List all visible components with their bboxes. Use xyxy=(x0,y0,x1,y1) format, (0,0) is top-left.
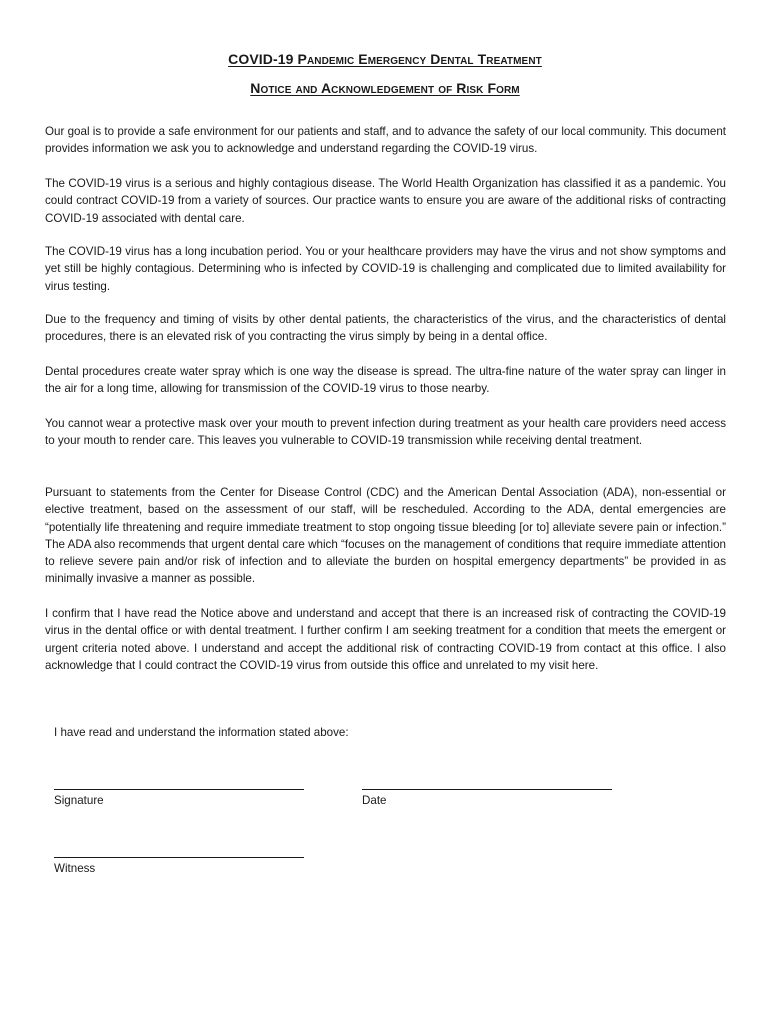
signature-field[interactable] xyxy=(54,789,304,807)
date-label: Date xyxy=(362,794,387,807)
signature-line[interactable] xyxy=(54,789,304,790)
paragraph-cdc-ada: Pursuant to statements from the Center for Disease Control (CDC) and the American Dental Association (ADA), non-essential or elective treatment, based on the assessment of our staff, will be rescheduled. According to the ADA, dental emergencies are “potentially life threatening and require immediate treatment to stop ongoing tissue bleeding [or to] alleviate severe pain or infection.” The ADA also recommends that urgent dental care which “focuses on the management of conditions that require immediate attention to relieve severe pain and/or risk of infection and to alleviate the burden on hospital emergency departments” be provided in as minimally invasive a manner as possible. xyxy=(45,486,726,586)
document-title: COVID-19 Pandemic Emergency Dental Treatment xyxy=(228,51,542,67)
acknowledgement-statement: I have read and understand the information stated above: xyxy=(54,726,349,739)
witness-field[interactable] xyxy=(54,857,304,875)
paragraph-incubation: The COVID-19 virus has a long incubation period. You or your healthcare providers may have the virus and not show symptoms and yet still be highly contagious. Determining who is infected by COVID-19 is challenging and complicated due to limited availability for virus testing. xyxy=(45,245,726,293)
date-field[interactable] xyxy=(362,789,612,807)
witness-line[interactable] xyxy=(54,857,304,858)
date-line[interactable] xyxy=(362,789,612,790)
paragraph-confirmation: I confirm that I have read the Notice above and understand and accept that there is an increased risk of contracting the COVID-19 virus in the dental office or with dental treatment. I further confirm I am seeking treatment for a condition that meets the emergent or urgent criteria noted above. I understand and accept the additional risk of contracting COVID-19 from contact at this office. I also acknowledge that I could contract the COVID-19 virus from outside this office and unrelated to my visit here. xyxy=(45,607,726,672)
paragraph-protective-mask: You cannot wear a protective mask over your mouth to prevent infection during treatment as your health care providers need access to your mouth to render care. This leaves you vulnerable to COVID-19 transmission while receiving dental treatment. xyxy=(45,417,726,448)
signature-label: Signature xyxy=(54,794,104,807)
paragraph-goal: Our goal is to provide a safe environment for our patients and staff, and to advance the safety of our local community. This document provides information we ask you to acknowledge and understand regarding the COVID-19 virus. xyxy=(45,125,726,156)
paragraph-water-spray: Dental procedures create water spray which is one way the disease is spread. The ultra-fine nature of the water spray can linger in the air for a long time, allowing for transmission of the COVID-19 virus to those nearby. xyxy=(45,365,726,396)
document-subtitle: Notice and Acknowledgement of Risk Form xyxy=(250,80,520,96)
paragraph-contagious: The COVID-19 virus is a serious and highly contagious disease. The World Health Organization has classified it as a pandemic. You could contract COVID-19 from a variety of sources. Our practice wants to ensure you are aware of the additional risks of contracting COVID-19 associated with dental care. xyxy=(45,177,726,225)
witness-label: Witness xyxy=(54,862,96,875)
paragraph-elevated-risk: Due to the frequency and timing of visits by other dental patients, the characteristics of the virus, and the characteristics of dental procedures, there is an elevated risk of you contracting the virus simply by being in a dental office. xyxy=(45,313,726,344)
